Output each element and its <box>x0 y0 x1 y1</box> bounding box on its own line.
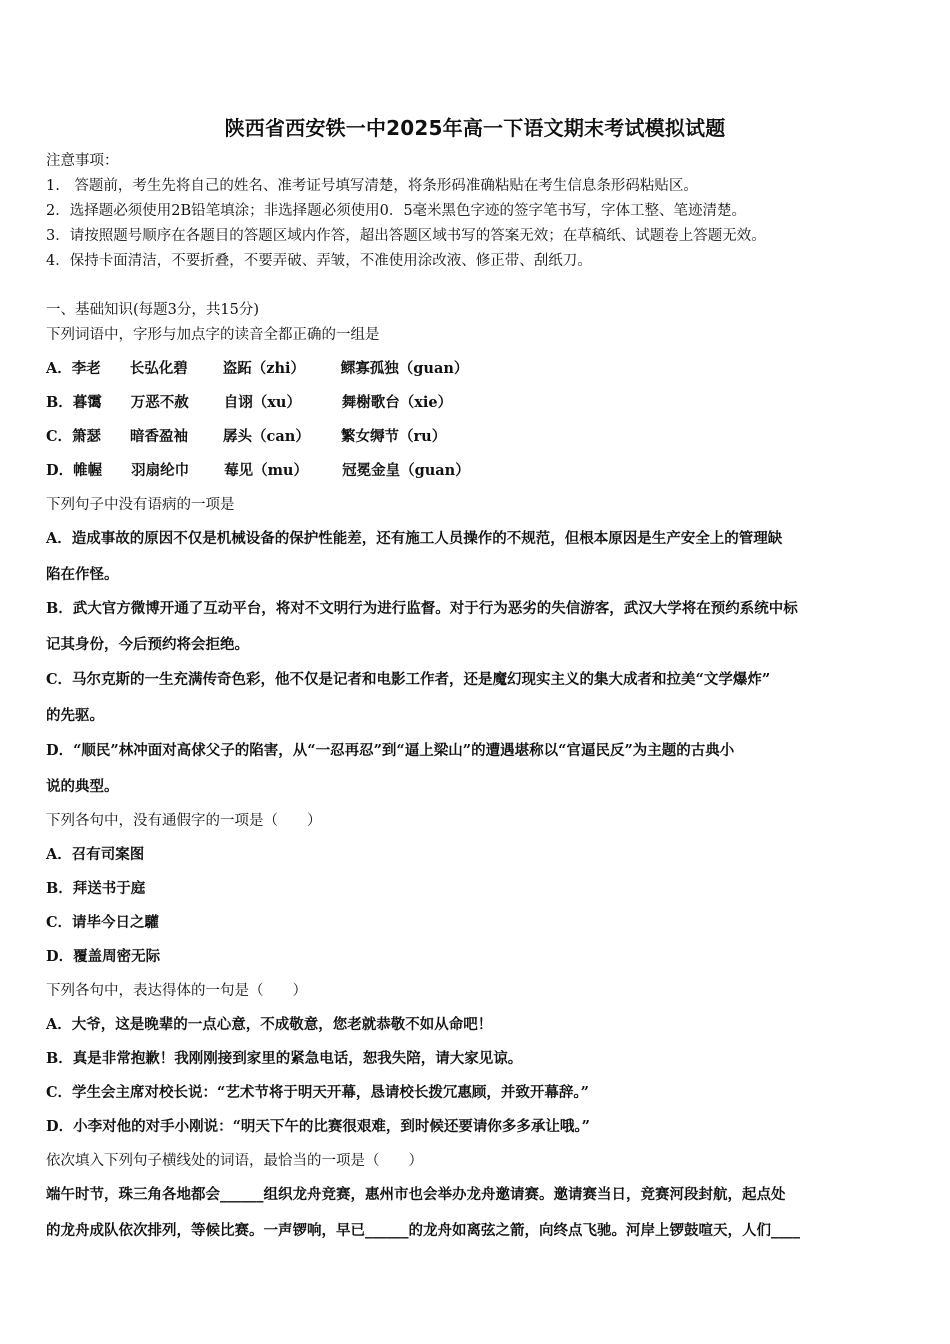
option-line: C．马尔克斯的一生充满传奇色彩，他不仅是记者和电影工作者，还是魔幻现实主义的集大成者和拉美“文学爆炸” <box>46 671 771 688</box>
notice-heading: 注意事项： <box>46 153 119 169</box>
notice-item: 1. 答题前，考生先将自己的姓名、准考证号填写清楚，将条形码准确粘贴在考生信息条形码粘贴区。 <box>46 178 698 194</box>
option-label: A． <box>46 360 72 377</box>
option-line: D．小李对他的对手小刚说：“明天下午的比赛很艰难，到时候还要请你多多承让哦。” <box>46 1118 591 1135</box>
notice-item: 3．请按照题号顺序在各题目的答题区域内作答，超出答题区域书写的答案无效；在草稿纸、试题卷上答题无效。 <box>46 228 766 244</box>
question-stem: 下列词语中，字形与加点字的读音全都正确的一组是 <box>46 327 380 343</box>
option-row <box>46 393 452 413</box>
notice-item: 4．保持卡面清洁，不要折叠，不要弄破、弄皱，不准使用涂改液、修正带、刮纸刀。 <box>46 253 592 269</box>
option-line: 记其身份，今后预约将会拒绝。 <box>46 636 249 653</box>
option-line: B．武大官方微博开通了互动平台，将对不文明行为进行监督。对于行为恶劣的失信游客，武汉大学将在预约系统中标 <box>46 600 798 617</box>
option-line: A．召有司案图 <box>46 846 145 863</box>
question-stem: 下列各句中，没有通假字的一项是（ ） <box>46 813 322 829</box>
option-row <box>46 427 446 447</box>
option-word: 万恶不赦 <box>130 394 189 411</box>
option-line: 的先驱。 <box>46 707 104 724</box>
option-word: 鳏寡孤独（guan） <box>340 360 469 377</box>
option-word: 箫瑟 <box>72 428 102 445</box>
option-word: 孱头（can） <box>223 428 310 445</box>
option-line: D．覆盖周密无际 <box>46 948 161 965</box>
option-word: 李老 <box>71 360 101 377</box>
passage-line: 端午时节，珠三角各地都会______组织龙舟竞赛，惠州市也会举办龙舟邀请赛。邀请赛当日，竞赛河段封航，起点处 <box>46 1186 786 1203</box>
question-stem: 下列句子中没有语病的一项是 <box>46 497 235 513</box>
option-line: C．学生会主席对校长说：“艺术节将于明天开幕，恳请校长拨冗惠顾，并致开幕辞。” <box>46 1084 589 1101</box>
question-stem: 依次填入下列句子横线处的词语，最恰当的一项是（ ） <box>46 1153 423 1169</box>
passage-line: 的龙舟成队依次排列，等候比赛。一声锣响，早已______的龙舟如离弦之箭，向终点飞驰。河岸上锣鼓喧天，人们____ <box>46 1222 800 1239</box>
option-line: 说的典型。 <box>46 778 119 795</box>
option-line: D．“顺民”林冲面对高俅父子的陷害，从“一忍再忍”到“逼上梁山”的遭遇堪称以“官逼民反”为主题的古典小 <box>46 742 735 759</box>
option-word: 盗跖（zhi） <box>222 360 306 377</box>
option-line: B．真是非常抱歉！我刚刚接到家里的紧急电话，恕我失陪，请大家见谅。 <box>46 1050 523 1067</box>
option-word: 自诩（xu） <box>223 394 301 411</box>
option-label: D． <box>46 462 74 479</box>
option-line: A．造成事故的原因不仅是机械设备的保护性能差，还有施工人员操作的不规范，但根本原因是生产安全上的管理缺 <box>46 530 783 547</box>
option-word: 帷幄 <box>73 462 103 479</box>
option-label: B． <box>46 394 73 411</box>
option-line: B．拜送书于庭 <box>46 880 146 897</box>
option-line: 陷在作怪。 <box>46 566 119 583</box>
option-word: 暗香盈袖 <box>130 428 189 445</box>
option-word: 舞榭歌台（xie） <box>341 394 453 411</box>
option-word: 繁女缛节（ru） <box>341 428 447 445</box>
page-title: 陕西省西安铁一中2025年高一下语文期末考试模拟试题 <box>224 116 726 140</box>
notice-item: 2．选择题必须使用2B铅笔填涂；非选择题必须使用0．5毫米黑色字迹的签字笔书写，字体工整、笔迹清楚。 <box>46 203 747 219</box>
option-line: A．大爷，这是晚辈的一点心意，不成敬意，您老就恭敬不如从命吧！ <box>46 1016 493 1033</box>
option-line: C．请毕今日之驩 <box>46 914 160 931</box>
option-word: 长弘化碧 <box>129 360 188 377</box>
option-word: 暮霭 <box>72 394 102 411</box>
option-word: 冠冕金皇（guan） <box>342 462 470 479</box>
option-row <box>46 461 470 481</box>
option-label: C． <box>46 428 73 445</box>
option-word: 莓见（mu） <box>224 462 308 479</box>
option-row <box>46 359 468 379</box>
question-stem: 下列各句中，表达得体的一句是（ ） <box>46 983 307 999</box>
section-heading: 一、基础知识(每题3分，共15分) <box>46 302 259 318</box>
option-word: 羽扇纶巾 <box>131 462 190 479</box>
